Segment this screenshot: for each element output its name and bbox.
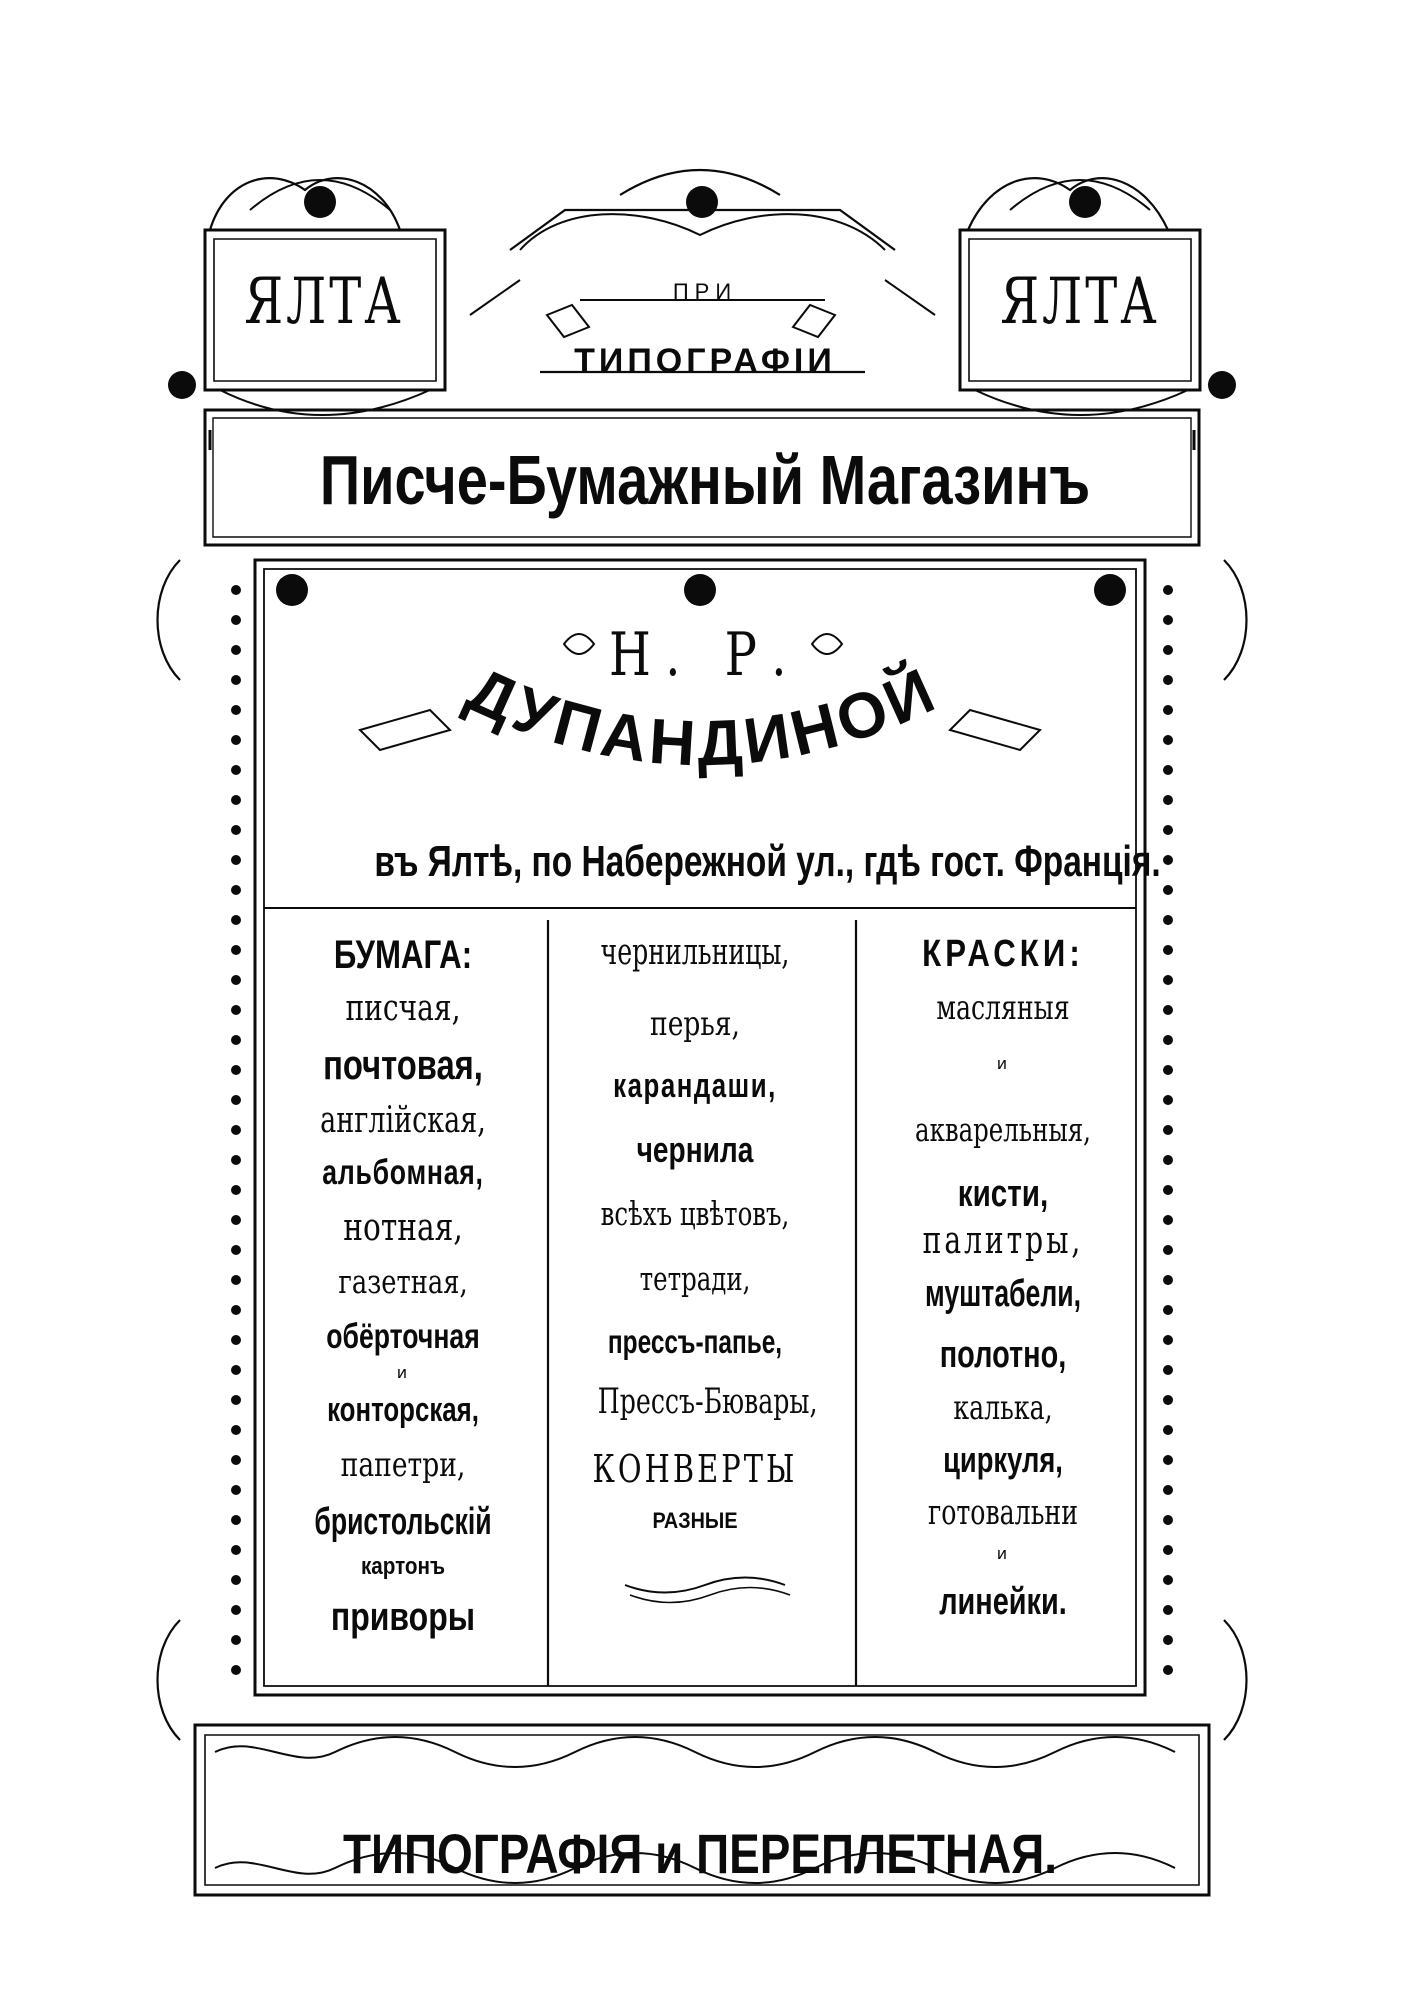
list-item: прессъ-папье,: [607, 1323, 783, 1360]
printing-house-label: ТИПОГРАФІИ: [574, 342, 836, 380]
list-item: чернила: [636, 1129, 754, 1170]
pri-label: ПРИ: [672, 279, 738, 304]
list-item-separator: и: [996, 1054, 1010, 1073]
list-item-separator: и: [996, 1544, 1010, 1563]
list-item: РАЗНЫЕ: [652, 1508, 738, 1533]
left-city-label: ЯЛТА: [244, 265, 404, 339]
list-item-separator: и: [396, 1363, 410, 1382]
paints-heading: КРАСКИ:: [922, 933, 1084, 975]
stationery-column: [560, 932, 830, 1755]
list-item: карандаши,: [613, 1067, 777, 1105]
list-item: полотно,: [939, 1334, 1067, 1376]
list-item: циркуля,: [943, 1439, 1063, 1480]
list-item: масляныя: [936, 988, 1070, 1028]
printing-and-binding-title: ТИПОГРАФІЯ и ПЕРЕПЛЕТНАЯ.: [342, 1822, 1057, 1885]
list-item: газетная,: [338, 1262, 468, 1301]
list-item: линейки.: [939, 1581, 1067, 1623]
list-item: папетри,: [340, 1445, 466, 1485]
store-title: Писче-Бумажный Магазинъ: [319, 441, 1091, 519]
owner-initials: Н. Р.: [609, 620, 801, 690]
list-item: картонъ: [360, 1553, 446, 1580]
list-item: Прессъ-Бювары,: [597, 1382, 818, 1422]
list-item: кисти,: [957, 1173, 1049, 1215]
list-item: калька,: [953, 1388, 1053, 1428]
right-city-label: ЯЛТА: [1000, 265, 1160, 339]
list-item: акварельныя,: [915, 1110, 1091, 1149]
list-item: почтовая,: [323, 1041, 483, 1088]
list-item: тетради,: [639, 1259, 751, 1298]
list-item: приворы: [330, 1595, 476, 1639]
list-item: бристольскій: [314, 1501, 492, 1543]
svg-text:ДУПАНДИНОЙ: [457, 652, 948, 780]
list-item: нотная,: [343, 1205, 463, 1249]
list-item: муштабели,: [925, 1273, 1081, 1315]
paper-heading: БУМАГА:: [333, 933, 473, 977]
list-item: альбомная,: [322, 1153, 484, 1192]
paints-column: [868, 935, 1138, 1755]
list-item: всѣхъ цвѣтовъ,: [600, 1194, 790, 1233]
list-item: обёрточная: [326, 1317, 480, 1356]
owner-name-text: ДУПАНДИНОЙ: [457, 652, 948, 780]
list-item: писчая,: [345, 988, 461, 1029]
list-item: чернильницы,: [600, 932, 790, 973]
store-address: въ Ялтѣ, по Набережной ул., гдѣ гост. Франція.: [374, 837, 1161, 886]
list-item: конторская,: [327, 1391, 479, 1429]
list-item: англійская,: [320, 1100, 486, 1141]
list-item: готовальни: [927, 1493, 1079, 1533]
owner-name-arc: [330, 630, 1075, 810]
list-item: перья,: [650, 1004, 740, 1044]
list-item: палитры,: [922, 1218, 1084, 1262]
list-item: КОНВЕРТЫ: [592, 1447, 798, 1491]
paper-column: [268, 935, 538, 1755]
